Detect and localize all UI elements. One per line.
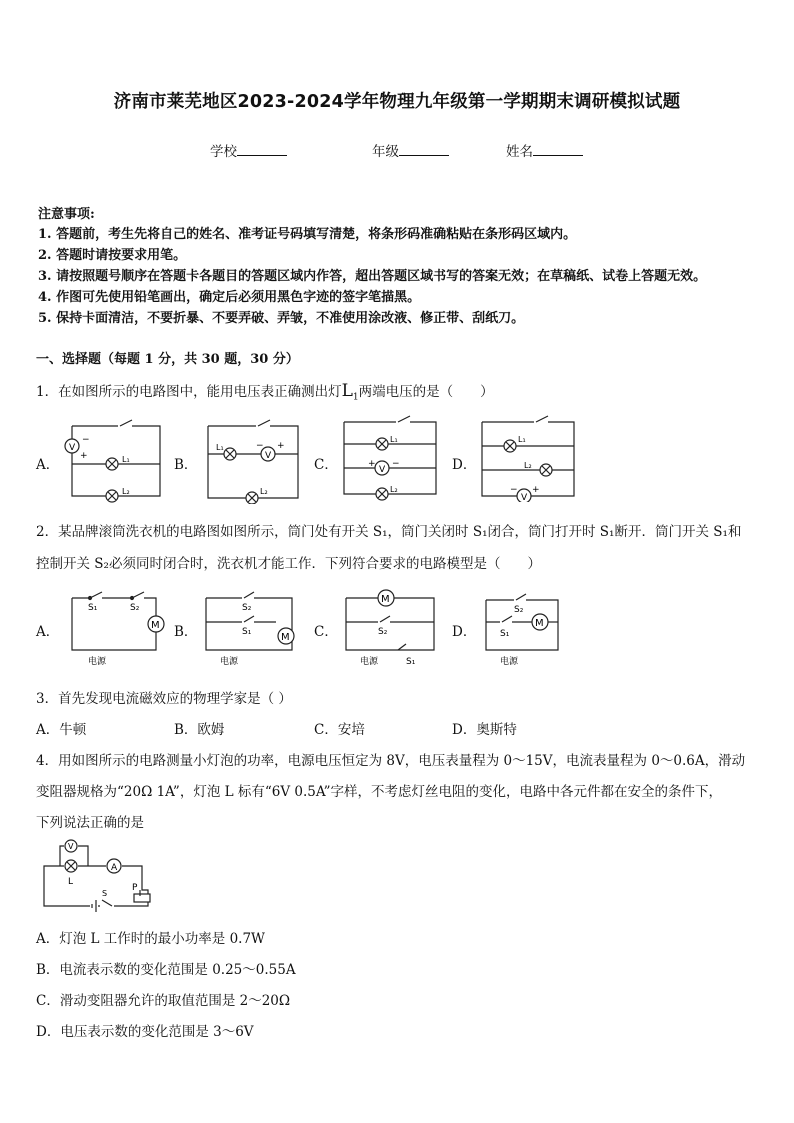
svg-text:M: M [151,620,160,631]
svg-text:L₁: L₁ [122,455,130,464]
q3-option-a[interactable]: A．牛顿 [36,722,87,738]
svg-text:+: + [277,441,285,451]
notice-item: 5. 保持卡面清洁，不要折暴、不要弄破、弄皱，不准使用涂改液、修正带、刮纸刀。 [38,311,525,326]
q4-option-d[interactable]: D．电压表示数的变化范围是 3～6V [36,1024,254,1040]
q4-option-a[interactable]: A．灯泡 L 工作时的最小功率是 0.7W [36,931,265,947]
grade-field[interactable]: 年级 [372,140,449,160]
svg-text:+: + [368,459,376,469]
q1-option-a-label[interactable]: A． [36,457,60,473]
svg-text:电源: 电源 [360,657,379,667]
svg-text:S₂: S₂ [514,605,524,615]
notice-item: 1. 答题前，考生先将自己的姓名、准考证号码填写清楚，将条形码准确粘贴在条形码区域内。 [38,227,577,242]
question-4-line3: 下列说法正确的是 [36,815,144,831]
question-3-stem: 3．首先发现电流磁效应的物理学家是（ ） [36,691,292,707]
svg-text:V: V [379,465,386,475]
question-4-line2: 变阻器规格为“20Ω 1A”，灯泡 L 标有“6V 0.5A”字样，不考虑灯丝电阻的变化，电路中各元件都在安全的条件下， [36,784,723,800]
svg-text:L₁: L₁ [390,435,398,444]
q1-option-c-label[interactable]: C． [314,457,338,473]
svg-text:M: M [381,594,390,605]
svg-text:P: P [132,883,138,893]
svg-text:−: − [392,459,400,469]
question-4-line1: 4．用如图所示的电路测量小灯泡的功率，电源电压恒定为 8V，电压表量程为 0～15V，电流表量程为 0～0.6A，滑动 [36,753,746,769]
q1-circuit-d [476,410,588,502]
svg-text:L₂: L₂ [260,487,268,496]
svg-text:V: V [68,842,74,851]
name-field[interactable]: 姓名 [506,140,583,160]
svg-text:S₁: S₁ [500,629,510,639]
q1-circuit-a [60,412,172,504]
svg-text:S₁: S₁ [242,627,252,637]
question-1-stem: 1．在如图所示的电路图中，能用电压表正确测出灯$L_1$两端电压的是（ ） [36,381,494,403]
svg-text:M: M [535,618,544,629]
svg-text:S₂: S₂ [130,603,140,613]
svg-text:L₁: L₁ [216,443,224,452]
svg-text:+: + [80,451,88,461]
q4-option-c[interactable]: C．滑动变阻器允许的取值范围是 2～20Ω [36,993,291,1009]
q2-option-c-label[interactable]: C． [314,624,338,640]
svg-text:S₂: S₂ [242,603,252,613]
q2-option-a-label[interactable]: A． [36,624,60,640]
notice-item: 3. 请按照题号顺序在答题卡各题目的答题区域内作答，超出答题区域书写的答案无效；在草稿纸、试卷上答题无效。 [38,269,707,284]
q3-option-b[interactable]: B．欧姆 [174,722,225,738]
notice-item: 4. 作图可先使用铅笔画出，确定后必须用黑色字迹的签字笔描黑。 [38,290,421,305]
q3-option-d[interactable]: D．奥斯特 [452,722,517,738]
svg-text:−: − [256,441,264,451]
svg-text:V: V [265,451,272,461]
q4-option-b[interactable]: B．电流表示数的变化范围是 0.25～0.55A [36,962,296,978]
q1-option-b-label[interactable]: B． [174,457,198,473]
question-2-line1: 2．某品牌滚筒洗衣机的电路图如图所示，筒门处有开关 S₁，筒门关闭时 S₁闭合，筒门打开时 S₁断开．筒门开关 S₁和 [36,524,742,540]
page-title: 济南市莱芜地区2023-2024学年物理九年级第一学期期末调研模拟试题 [113,92,681,112]
svg-text:V: V [521,493,528,502]
svg-text:−: − [82,435,90,445]
svg-text:M: M [281,632,290,643]
q2-option-d-label[interactable]: D． [452,624,477,640]
section-heading: 一、选择题（每题 1 分，共 30 题，30 分） [36,352,299,367]
svg-text:S₁: S₁ [406,657,416,667]
q2-circuit-c [342,588,452,668]
svg-text:−: − [510,485,518,495]
school-field[interactable]: 学校 [210,140,287,160]
svg-text:L: L [68,877,74,887]
q2-circuit-b [202,588,312,668]
q1-option-d-label[interactable]: D． [452,457,477,473]
svg-text:L₂: L₂ [524,461,532,470]
svg-text:L₂: L₂ [122,487,130,496]
notice-item: 2. 答题时请按要求用笔。 [38,248,187,263]
notice-heading: 注意事项: [38,207,95,222]
q1-circuit-c [338,410,450,502]
svg-text:S₁: S₁ [88,603,98,613]
svg-text:S₂: S₂ [378,627,388,637]
svg-text:S: S [102,889,108,898]
q2-option-b-label[interactable]: B． [174,624,198,640]
svg-text:+: + [532,485,540,495]
q3-option-c[interactable]: C．安培 [314,722,365,738]
svg-text:电源: 电源 [220,657,239,667]
voltmeter-label: V [69,443,76,453]
q2-circuit-a [66,588,176,668]
question-2-line2: 控制开关 S₂必须同时闭合时，洗衣机才能工作．下列符合要求的电路模型是（ ） [36,556,541,572]
svg-text:L₁: L₁ [518,435,526,444]
svg-text:A: A [111,863,118,873]
q1-circuit-b [198,412,310,504]
q4-circuit [40,838,160,918]
q2-circuit-d [482,590,592,670]
svg-text:电源: 电源 [88,657,107,667]
svg-text:L₂: L₂ [390,485,398,494]
svg-text:电源: 电源 [500,657,519,667]
